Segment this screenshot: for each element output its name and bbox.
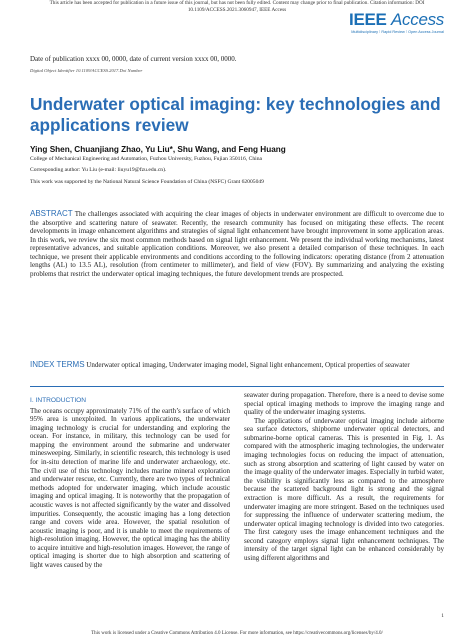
publication-notice-line1: This article has been accepted for publication in a future issue of this journal, but has not been fully edited. Content may change prior to final publication. Citation information: DOI <box>49 0 425 6</box>
index-terms-text: Underwater optical imaging, Underwater imaging model, Signal light enhancement, Optical properties of seawater <box>86 361 410 369</box>
body-paragraph: The applications of underwater optical imaging include airborne sea surface detectors, shipborne underwater optical detectors, and submarine-borne optical cameras. This is presented in Fig. 1. As compared with the atmospheric imaging technologies, the underwater imaging technologies focus on reducing the impact of attenuation, such as strong absorption and scattering of light caused by water on the image quality of the underwater images. Especially in turbid water, the visibility is significantly less as compared to the atmosphere because the scattered background light is strong and the signal extraction is more difficult. As a result, the requirements for underwater imaging are more stringent. Based on the techniques used for suppressing the influence of underwater scattering medium, the underwater optical imaging technology is divided into two categories. The first category uses the image enhancement techniques and the second category employs signal light enhancement techniques. The intensity of the target signal light can be enhanced considerably by using different algorithms and <box>244 416 444 562</box>
body-column-right <box>244 391 444 563</box>
paper-title: Underwater optical imaging: key technologies and applications review <box>30 94 441 135</box>
affiliation: College of Mechanical Engineering and Automation, Fuzhou University, Fuzhou, Fujian 350116, China <box>30 156 262 162</box>
section-heading-introduction: I. INTRODUCTION <box>30 397 87 404</box>
index-terms <box>30 361 444 370</box>
doi-identifier: Digital Object Identifier 10.1109/ACCESS.2017.Doi Number <box>30 68 143 73</box>
body-paragraph: seawater during propagation. Therefore, there is a need to devise some special optical imaging methods to improve the imaging range and quality of the underwater imaging systems. <box>244 391 444 417</box>
corresponding-author: Corresponding author: Yu Liu (e-mail: liuyu19@fzu.edu.cn). <box>30 167 167 173</box>
journal-logo <box>349 10 444 34</box>
funding-statement: This work was supported by the National Natural Science Foundation of China (NSFC) Grant 62005049 <box>30 179 264 185</box>
section-divider <box>30 386 444 387</box>
abstract-label: ABSTRACT <box>30 209 73 218</box>
logo-brand-main: IEEE <box>349 10 387 29</box>
page-number: 1 <box>441 613 444 619</box>
logo-brand-accent: Access <box>391 10 444 29</box>
body-paragraph: The oceans occupy approximately 71% of the earth’s surface of which 95% area is unexploited. In various applications, the underwater imaging technology is crucial for understanding and exploring the ocean. For instance, in military, this technology can be used for mapping the environment around the submarine and underwater minesweeping. Similarly, in scientific research, this technology is used for in-situ detection of marine life and underwater archaeology, etc. The civil use of this technology includes marine mineral exploration and underwater rescue, etc. Currently, there are two types of technical methods adopted for underwater imaging, which include acoustic imaging and optical imaging. It is noteworthy that the propagation of acoustic waves is not affected significantly by the water and dissolved impurities. Consequently, the acoustic imaging has a long detection range and covers wide area. However, the spatial resolution of acoustic imaging is poor, and it is unable to meet the requirements of high-resolution imaging. However, the optical imaging has the ability to acquire intuitive and high-resolution images. However, the range of optical imaging is shorter due to high absorption and scattering of light waves caused by the <box>30 406 230 569</box>
body-column-left <box>30 397 230 570</box>
logo-tagline: Multidisciplinary ⁝ Rapid Review ⁝ Open Access Journal <box>351 30 444 34</box>
publication-notice-line2: 10.1109/ACCESS.2021.3060947, IEEE Access <box>187 6 287 13</box>
author-list: Ying Shen, Chuanjiang Zhao, Yu Liu*, Shu Wang, and Feng Huang <box>30 145 286 154</box>
publication-date: Date of publication xxxx 00, 0000, date of current version xxxx 00, 0000. <box>30 55 237 63</box>
journal-logo-brand <box>349 10 444 30</box>
license-notice: This work is licensed under a Creative Commons Attribution 4.0 License. For more information, see https://creativecommons.org/licenses/by/4.0/ <box>91 631 383 636</box>
index-terms-label: INDEX TERMS <box>30 360 85 369</box>
abstract-text: The challenges associated with acquiring the clear images of objects in underwater environment are difficult to overcome due to the absorptive and scattering nature of seawater. Recently, the research community has focused on mitigating these effects. The recent developments in image enhancement algorithms and strategies of signal light enhancement have brought improvement in some application areas. In this work, we review the six most common methods based on signal light enhancement. We present the individual working mechanisms, latest representative advances, and suitable application conditions. Moreover, we also present a detailed comparison of these techniques. In each technique, we present their applicable environments and conditions according to the following indicators: operating distance (from 2 attenuation lengths (AL) to 13.5 AL), resolution (from centimeter to millimeter), and field of view (FOV). By summarizing and analyzing the existing problems that restrict the underwater optical imaging techniques, the future development trends are prospected. <box>30 210 444 278</box>
abstract <box>30 210 444 278</box>
